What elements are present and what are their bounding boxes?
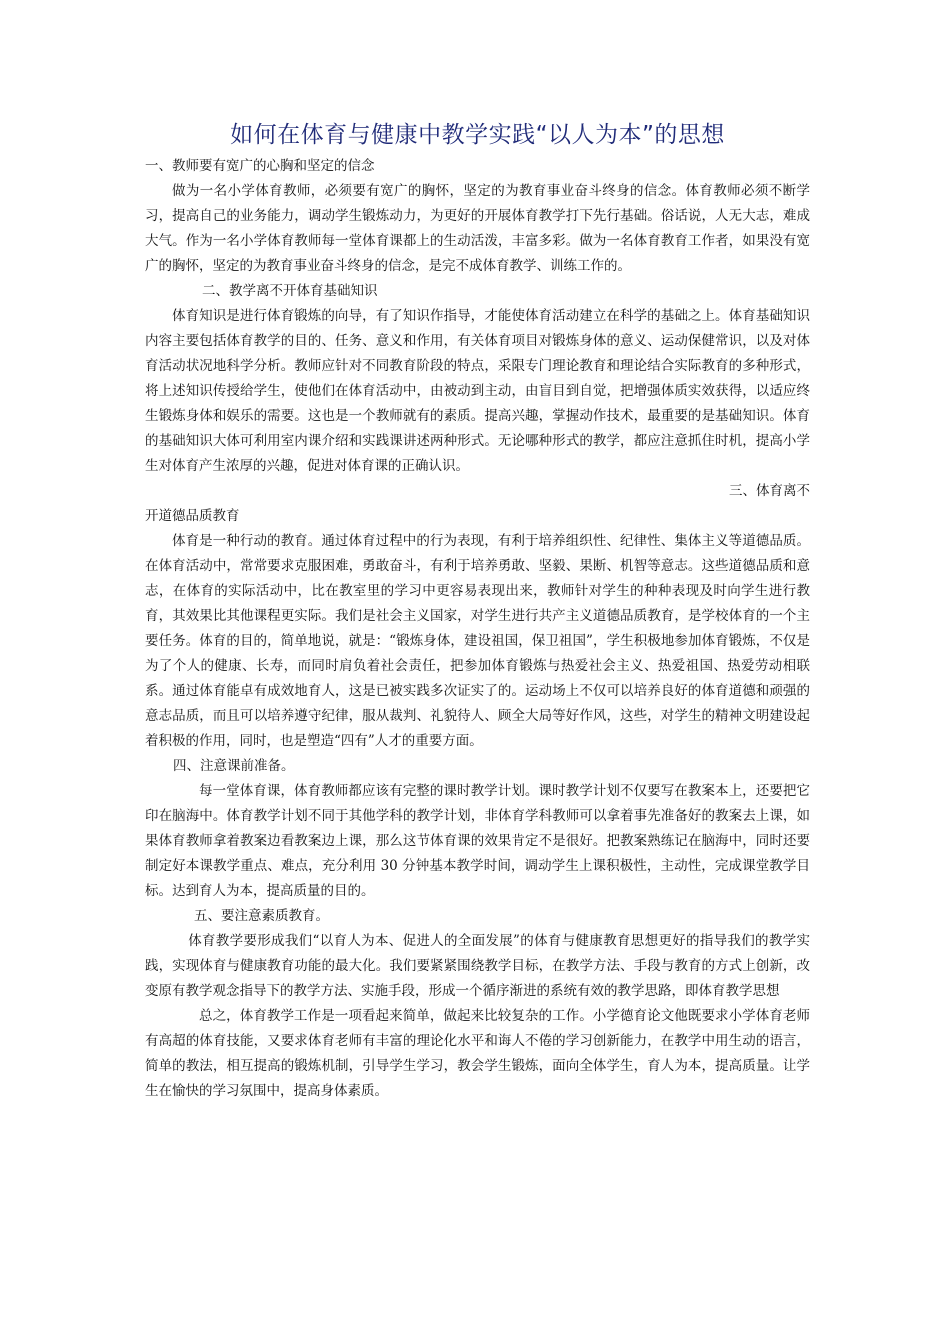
section-heading-2: 二、教学离不开体育基础知识 (202, 283, 378, 299)
section-paragraph-5: 体育教学要形成我们“以育人为本、促进人的全面发展”的体育与健康教育思想更好的指导我们的教学实践，实现体育与健康教育功能的最大化。我们要紧紧围绕教学目标，在教学方法、手段与教育的方式上创新，改变原有教学观念指导下的教学方法、实施手段，形成一个循序渐进的系统有效的教学思路，即体育教学思想 (145, 933, 810, 999)
section-paragraph-3: 体育是一种行动的教育。通过体育过程中的行为表现，有利于培养组织性、纪律性、集体主义等道德品质。在体育活动中，常常要求克服困难，勇敢奋斗，有利于培养勇敢、坚毅、果断、机智等意志。这些道德品质和意志，在体育的实际活动中，比在教室里的学习中更容易表现出来，教师针对学生的种种表现及时向学生进行教育，其效果比其他课程更实际。我们是社会主义国家，对学生进行共产主义道德品质教育，是学校体育的一个主要任务。体育的目的，简单地说，就是：“锻炼身体，建设祖国，保卫祖国”，学生积极地参加体育锻炼，不仅是为了个人的健康、长寿，而同时肩负着社会责任，把参加体育锻炼与热爱社会主义、热爱祖国、热爱劳动相联系。通过体育能卓有成效地育人，这是已被实践多次证实了的。运动场上不仅可以培养良好的体育道德和顽强的意志品质，而且可以培养遵守纪律，服从裁判、礼貌待人、顾全大局等好作风，这些，对学生的精神文明建设起着积极的作用，同时，也是塑造“四有”人才的重要方面。 (145, 533, 810, 749)
conclusion-paragraph: 总之，体育教学工作是一项看起来简单，做起来比较复杂的工作。小学德育论文他既要求小学体育老师有高超的体育技能，又要求体育老师有丰富的理论化水平和诲人不倦的学习创新能力，在教学中用生动的语言，简单的教法，相互提高的锻炼机制，引导学生学习，教会学生锻炼，面向全体学生，育人为本，提高质量。让学生在愉快的学习氛围中，提高身体素质。 (145, 1008, 810, 1099)
section-heading-5: 五、要注意素质教育。 (194, 908, 329, 924)
section-heading-3 (145, 479, 810, 529)
section-heading-1: 一、教师要有宽广的心胸和坚定的信念 (145, 158, 375, 174)
section-heading-3-part1: 三、体育离不 (729, 483, 810, 499)
section-heading-3-part2: 开道德品质教育 (145, 508, 240, 524)
section-heading-4: 四、注意课前准备。 (173, 758, 295, 774)
document-title: 如何在体育与健康中教学实践“以人为本”的思想 (230, 122, 725, 148)
section-paragraph-1: 做为一名小学体育教师，必须要有宽广的胸怀，坚定的为教育事业奋斗终身的信念。体育教师必须不断学习，提高自己的业务能力，调动学生锻炼动力，为更好的开展体育教学打下先行基础。俗话说，人无大志，难成大气。作为一名小学体育教师每一堂体育课都上的生动活泼，丰富多彩。做为一名体育教育工作者，如果没有宽广的胸怀，坚定的为教育事业奋斗终身的信念，是完不成体育教学、训练工作的。 (145, 183, 810, 274)
section-paragraph-4: 每一堂体育课，体育教师都应该有完整的课时教学计划。课时教学计划不仅要写在教案本上，还要把它印在脑海中。体育教学计划不同于其他学科的教学计划，非体育学科教师可以拿着事先准备好的教案去上课，如果体育教师拿着教案边看教案边上课，那么这节体育课的效果肯定不是很好。把教案熟练记在脑海中，同时还要制定好本课教学重点、难点，充分利用 30 分钟基本教学时间，调动学生上课积极性，主动性，完成课堂教学目标。达到育人为本，提高质量的目的。 (145, 783, 810, 899)
section-paragraph-2: 体育知识是进行体育锻炼的向导，有了知识作指导，才能使体育活动建立在科学的基础之上。体育基础知识内容主要包括体育教学的目的、任务、意义和作用，有关体育项目对锻炼身体的意义、运动保健常识，以及对体育活动状况地科学分析。教师应针对不同教育阶段的特点，采限专门理论教育和理论结合实际教育的多种形式，将上述知识传授给学生，使他们在体育活动中，由被动到主动，由盲目到自觉，把增强体质实效获得，以适应终生锻炼身体和娱乐的需要。这也是一个教师就有的素质。提高兴趣，掌握动作技术，最重要的是基础知识。体育的基础知识大体可利用室内课介绍和实践课讲述两种形式。无论哪种形式的教学，都应注意抓住时机，提高小学生对体育产生浓厚的兴趣，促进对体育课的正确认识。 (145, 308, 810, 474)
document-page (145, 118, 810, 1104)
